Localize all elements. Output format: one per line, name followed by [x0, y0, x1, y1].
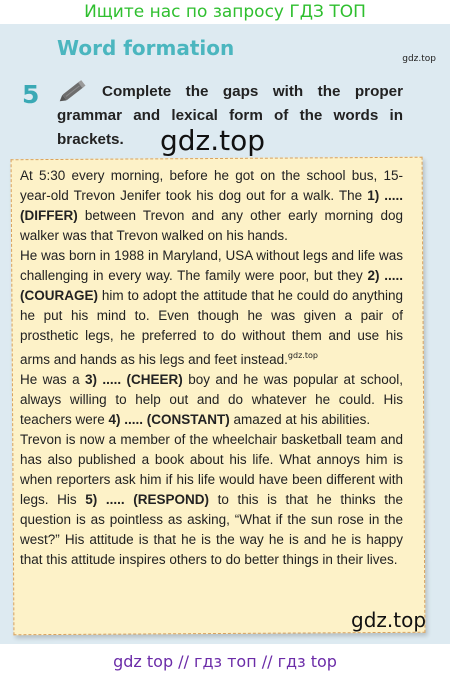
gap-3: 3) ..... (CHEER)	[84, 372, 183, 387]
footer-links: gdz top // гдз топ // гдз top	[0, 648, 450, 675]
text-span: At 5:30 every morning, before he got on the school bus, 15-year-old Trevon Jenifer took his dog out for a walk. The	[20, 168, 403, 203]
watermark-center: gdz.top	[160, 124, 266, 157]
section-title: Word formation	[57, 36, 235, 60]
exercise-instruction: Complete the gaps with the proper grammar and lexical form of the words in brackets.	[57, 83, 403, 148]
gap-1: 1) ..... (DIFFER)	[20, 188, 403, 223]
paragraph-3	[20, 370, 403, 430]
paragraph-2	[20, 246, 403, 370]
gap-4: 4) ..... (CONSTANT)	[108, 412, 230, 427]
text-span: amazed at his abilities.	[229, 412, 371, 427]
top-banner: Ищите нас по запросу ГДЗ ТОП	[0, 0, 450, 24]
watermark-small: gdz.top	[402, 54, 436, 64]
gap-2: 2) ..... (COURAGE)	[20, 268, 403, 303]
paragraph-4	[20, 430, 403, 570]
text-span: him to adopt the attitude that he could do anything he put his mind to. Even though he was given a pair of prosthetic legs, he preferred to do without them and use his arms and hands as his legs and feet instead.	[20, 288, 403, 367]
watermark-bottom: gdz.top	[351, 608, 427, 632]
text-span: between Trevon and any other early morning dog walker was that Trevon walked on his hands.	[20, 208, 403, 243]
paragraph-1	[20, 166, 403, 246]
gap-5: 5) ..... (RESPOND)	[85, 492, 210, 507]
watermark-inline: gdz.top	[287, 351, 318, 360]
text-span: boy and he was popular at school, always willing to help out and do whatever he could. His teachers were	[20, 372, 403, 427]
text-span: Trevon is now a member of the wheelchair basketball team and has also published a book about his life. What annoys him is when reporters ask him if his life would have been different with legs. His	[20, 432, 403, 507]
text-span: to this is that he thinks the question is as pointless as asking, “What if the sun rose in the west?” His attitude is that he is the way he is and he is happy that this attitude inspires others to do better things in their lives.	[20, 492, 403, 567]
text-span: He was a	[20, 372, 85, 387]
exercise-number: 5	[22, 80, 40, 109]
text-span: He was born in 1988 in Maryland, USA without legs and life was challenging in every way. The family were poor, but they	[20, 248, 403, 283]
reading-passage	[20, 166, 403, 570]
